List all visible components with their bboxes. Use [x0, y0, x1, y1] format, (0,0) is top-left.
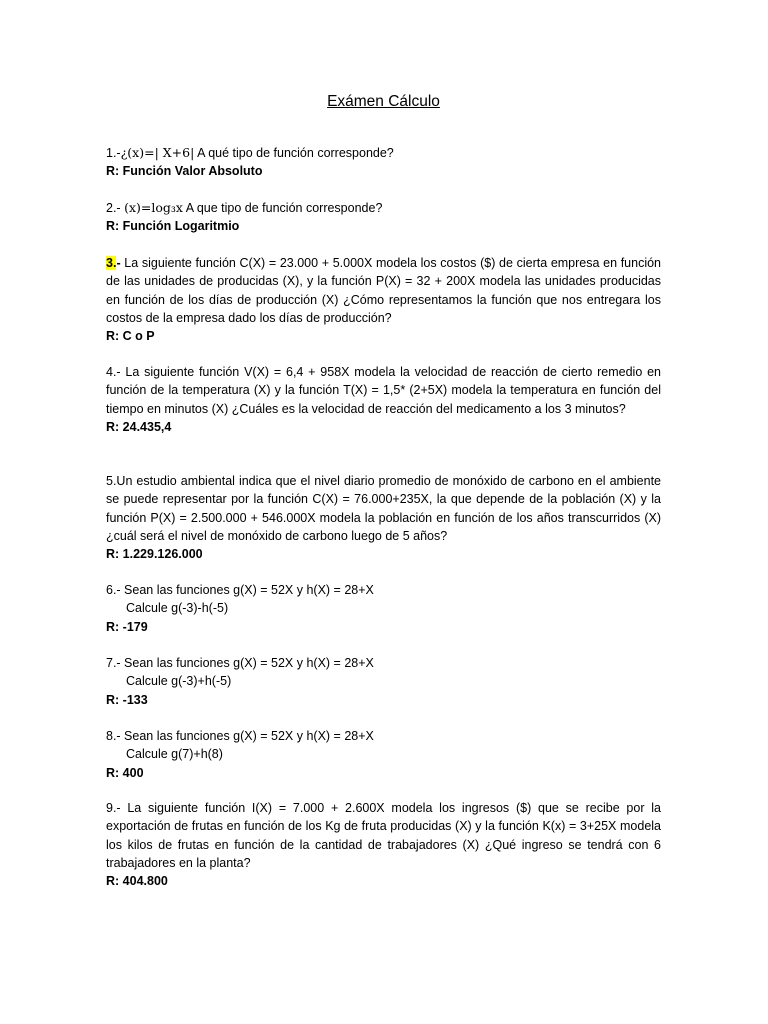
- question-9-text: 9.- La siguiente función I(X) = 7.000 + 2.600X modela los ingresos ($) que se recibe por la exportación de frutas en función de los Kg de fruta producidas (X) y la función K(x) = 3+25X modela los kilos de frutas en función de la cantidad de trabajadores (X) ¿Qué ingreso se tendrá con 6 trabajadores en la planta?: [106, 801, 661, 870]
- question-8-subquestion: Calcule g(7)+h(8): [126, 747, 223, 762]
- question-3-question: La siguiente función C(X) = 23.000 + 5.000X modela los costos ($) de cierta empresa en función de las unidades de producidas (X), y la función P(X) = 32 + 200X modela las unidades producidas en función de los días de producción (X) ¿Cómo representamos la función que nos entregara los costos de la empresa dado los días de producción?: [106, 256, 661, 325]
- question-2-text: [106, 199, 661, 217]
- question-9: [106, 799, 661, 890]
- question-9-answer: R: 404.800: [106, 874, 168, 889]
- question-6-subquestion: Calcule g(-3)-h(-5): [126, 601, 229, 616]
- question-4: [106, 363, 661, 436]
- question-6: [106, 581, 661, 636]
- question-8: [106, 727, 661, 782]
- question-6-answer: R: -179: [106, 619, 148, 634]
- question-2-formula: (x)=log₃x: [124, 200, 183, 215]
- question-8-answer: R: 400: [106, 765, 144, 780]
- question-7-text: 7.- Sean las funciones g(X) = 52X y h(X) = 28+X: [106, 656, 374, 670]
- question-1-prefix: 1.-: [106, 146, 121, 160]
- question-2-question: A que tipo de función corresponde?: [182, 201, 383, 215]
- question-5: [106, 472, 661, 563]
- question-2: [106, 199, 661, 236]
- question-7-answer: R: -133: [106, 692, 148, 707]
- question-3: [106, 254, 661, 345]
- question-7-subquestion: Calcule g(-3)+h(-5): [126, 674, 232, 689]
- question-4-answer: R: 24.435,4: [106, 419, 172, 434]
- question-3-number-highlight: 3.: [106, 256, 117, 270]
- question-8-text: 8.- Sean las funciones g(X) = 52X y h(X) = 28+X: [106, 729, 374, 743]
- page-title: Exámen Cálculo: [327, 93, 440, 110]
- question-3-answer: R: C o P: [106, 329, 155, 344]
- question-6-text: 6.- Sean las funciones g(X) = 52X y h(X) = 28+X: [106, 583, 374, 597]
- question-5-text: 5.Un estudio ambiental indica que el nivel diario promedio de monóxido de carbono en el ambiente se puede representar por la función C(X) = 76.000+235X, la que depende de la población (X) y la función P(X) = 2.500.000 + 546.000X modela la población en función de los años transcurridos (X) ¿cuál será el nivel de monóxido de carbono luego de 5 años?: [106, 474, 661, 543]
- question-1-text: [106, 144, 661, 162]
- question-3-dash: -: [116, 256, 121, 270]
- question-3-text: [106, 254, 661, 327]
- question-1-question: A qué tipo de función corresponde?: [194, 146, 394, 160]
- question-2-answer: R: Función Logaritmio: [106, 219, 240, 234]
- question-1: [106, 144, 661, 181]
- question-2-prefix: 2.-: [106, 201, 125, 215]
- question-1-formula: ¿(x)=| X+6|: [120, 145, 195, 160]
- question-5-answer: R: 1.229.126.000: [106, 547, 203, 562]
- question-1-answer: R: Función Valor Absoluto: [106, 164, 263, 179]
- question-7: [106, 654, 661, 709]
- question-4-text: 4.- La siguiente función V(X) = 6,4 + 958X modela la velocidad de reacción de cierto remedio en función de la temperatura (X) y la función T(X) = 1,5* (2+5X) modela la temperatura en función del tiempo en minutos (X) ¿Cuáles es la velocidad de reacción del medicamento a los 3 minutos?: [106, 365, 661, 416]
